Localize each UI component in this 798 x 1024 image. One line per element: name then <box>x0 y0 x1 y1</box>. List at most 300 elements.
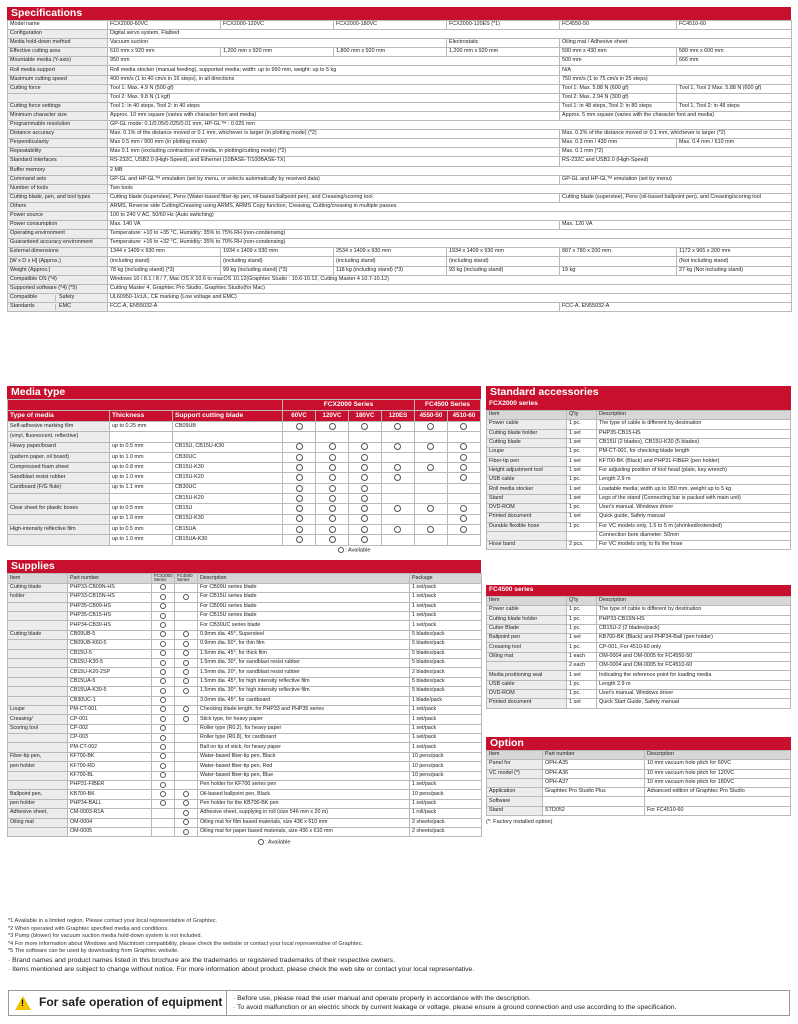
accessory-qty: 1 pc. <box>567 448 597 457</box>
availability-cell <box>283 422 316 432</box>
available-circle-icon <box>460 474 467 481</box>
supplies-item <box>8 640 68 649</box>
model-name-cell: FC4510-60 <box>677 21 792 30</box>
supplies-package: 1 set/pack <box>410 602 482 611</box>
accessory-item: Height adjustment tool <box>487 466 567 475</box>
available-circle-icon <box>160 641 166 647</box>
spec-value: RS-232C and USB2.0 (High-Speed) <box>560 157 792 166</box>
available-circle-icon <box>361 423 368 430</box>
availability-cell <box>381 494 414 504</box>
media-thickness: up to 0.5 mm <box>110 524 173 534</box>
availability-cell <box>175 649 198 658</box>
option-part-number: STD052 <box>543 806 645 815</box>
available-circle-icon <box>183 631 189 637</box>
availability-cell <box>349 442 382 452</box>
spec-model-row <box>8 21 792 30</box>
supplies-item: Oiling mat <box>8 818 68 827</box>
accessory-description: The type of cable is different by destination <box>597 606 791 615</box>
accessory-description: PHP35-CB15-HS <box>597 429 791 438</box>
supplies-package: 2 blades/pack <box>410 668 482 677</box>
supplies-item: Creasing/ <box>8 715 68 724</box>
available-circle-icon <box>427 526 434 533</box>
spec-value: 118 kg (including stand) (*3) <box>334 266 447 275</box>
option-col-header: Part number <box>543 751 645 760</box>
spec-value: 1,800 mm x 920 mm <box>334 48 447 57</box>
supplies-row <box>8 668 482 677</box>
availability-cell <box>283 535 316 545</box>
available-circle-icon <box>296 495 303 502</box>
spec-value: Approx. 5 mm square (varies with the character font and media) <box>560 111 792 120</box>
supplies-part-number: CB15U-K30-5 <box>68 658 152 667</box>
spec-label: Media hold-down method <box>8 39 108 48</box>
accessory-item: Power cable <box>487 420 567 429</box>
standards-value: UL60950-1/cUL, CE marking (Low voltage and EMC) <box>108 293 792 302</box>
spec-row <box>8 239 792 248</box>
media-thickness: up to 0.25 mm <box>110 422 173 432</box>
media-type: Compressed foam sheet <box>8 463 110 473</box>
accessory-row <box>487 689 791 698</box>
accessory-qty: 1 set <box>567 429 597 438</box>
accessory-item <box>487 531 567 540</box>
available-circle-icon <box>183 819 189 825</box>
spec-label: Command sets <box>8 175 108 184</box>
available-circle-icon <box>361 464 368 471</box>
spec-label: Standard interfaces <box>8 157 108 166</box>
available-circle-icon <box>160 660 166 666</box>
available-circle-icon <box>160 678 166 684</box>
supplies-description: Water-based fiber-tip pen, Black <box>198 752 410 761</box>
supplies-description: Roller type (R0.2), for heavy paper <box>198 724 410 733</box>
footnote: *3 Pump (blower) for vacuum suction media hold-down system is not included. <box>8 933 203 940</box>
accessory-item: USB cable <box>487 680 567 689</box>
supplies-row <box>8 696 482 705</box>
media-type: Cardboard (F/G flute) <box>8 483 110 493</box>
available-circle-icon <box>160 650 166 656</box>
available-circle-icon <box>361 495 368 502</box>
supplies-item <box>8 649 68 658</box>
supplies-package: 1 set/pack <box>410 611 482 620</box>
spec-value: Temperature: +16 to +32 °C, Humidity: 35% to 70% RH (non-condensing) <box>108 239 792 248</box>
availability-cell <box>349 494 382 504</box>
available-circle-icon <box>329 536 336 543</box>
accessory-description: Indicating the reference point for loading media <box>597 671 791 680</box>
accessory-qty: 1 pc. <box>567 522 597 531</box>
media-col-header: Support cutting blade <box>173 411 283 422</box>
accessory-row <box>487 429 791 438</box>
available-circle-icon <box>460 505 467 512</box>
available-circle-icon <box>296 515 303 522</box>
supplies-row <box>8 799 482 808</box>
availability-cell <box>152 677 175 686</box>
safety-title: For safe operation of equipment <box>39 995 223 1010</box>
supplies-part-number: PHP34-CB30-HS <box>68 621 152 630</box>
accessory-item: Creasing tool <box>487 643 567 652</box>
availability-cell <box>152 611 175 620</box>
option-item: Stand <box>487 806 543 815</box>
available-circle-icon <box>329 464 336 471</box>
supplies-package: 1 set/pack <box>410 621 482 630</box>
available-circle-icon <box>460 464 467 471</box>
supplies-package: 10 pens/pack <box>410 771 482 780</box>
supplies-part-number: CB30UC-1 <box>68 696 152 705</box>
spec-value: Tool 1, Tool 2 Max. 5.88 N (600 gf) <box>677 84 792 93</box>
availability-cell <box>152 734 175 743</box>
option-col-header: Item <box>487 751 543 760</box>
accessory-row <box>487 643 791 652</box>
spec-row <box>8 93 792 102</box>
media-blade: CB30UC <box>173 452 283 462</box>
supplies-package: 1 blade/pack <box>410 696 482 705</box>
supplies-package: 1 set/pack <box>410 734 482 743</box>
accessory-row <box>487 457 791 466</box>
availability-cell <box>447 432 480 442</box>
availability-cell <box>349 524 382 534</box>
spec-row <box>8 130 792 139</box>
availability-cell <box>447 514 480 524</box>
supplies-package: 10 pens/pack <box>410 752 482 761</box>
supplies-package: 1 set/pack <box>410 781 482 790</box>
spec-label: Cutting force settings <box>8 102 108 111</box>
available-circle-icon <box>394 423 401 430</box>
media-row <box>8 473 481 483</box>
availability-cell <box>381 452 414 462</box>
spec-value: 1,200 mm x 920 mm <box>221 48 334 57</box>
media-col-header: Thickness <box>110 411 173 422</box>
accessory-item: Cutting blade holder <box>487 615 567 624</box>
spec-row <box>8 57 792 66</box>
supplies-row <box>8 781 482 790</box>
media-row <box>8 432 481 442</box>
media-thickness: up to 1.0 mm <box>110 535 173 545</box>
media-thickness: up to 1.1 mm <box>110 483 173 493</box>
availability-cell <box>349 452 382 462</box>
spec-row <box>8 248 792 257</box>
supplies-package: 5 blades/pack <box>410 658 482 667</box>
spec-row <box>8 257 792 266</box>
spec-value: (Not including stand) <box>677 257 792 266</box>
accessory-qty: 1 set <box>567 671 597 680</box>
accessory-row <box>487 503 791 512</box>
media-thickness <box>110 494 173 504</box>
available-circle-icon <box>329 515 336 522</box>
supplies-item <box>8 658 68 667</box>
accessory-qty: 1 each <box>567 652 597 661</box>
media-blade: CB15U-K30 <box>173 514 283 524</box>
spec-value: Tool 1, Tool 2: in 48 steps <box>677 102 792 111</box>
availability-cell <box>381 504 414 514</box>
supplies-part-number: CB15UA-5 <box>68 677 152 686</box>
availability-cell <box>414 483 447 493</box>
supplies-row <box>8 715 482 724</box>
supplies-description: 1.5mm dia. 30°, for high intensity reflective film <box>198 687 410 696</box>
spec-row <box>8 202 792 211</box>
accessory-item: Media positioning seal <box>487 671 567 680</box>
available-circle-icon <box>427 464 434 471</box>
available-circle-icon <box>329 454 336 461</box>
supplies-heading: Supplies <box>7 560 481 573</box>
standards-value: FCC-A, EN55032-A <box>108 302 560 311</box>
availability-cell <box>152 790 175 799</box>
supplies-package: 2 sheets/pack <box>410 827 482 836</box>
spec-value: 400 mm/s (1 to 40 cm/s in 16 steps), in all directions <box>108 75 560 84</box>
option-table <box>486 750 791 825</box>
available-circle-icon <box>394 526 401 533</box>
spec-row <box>8 66 792 75</box>
available-circle-icon <box>183 800 189 806</box>
supplies-description: Water-based fiber-tip pen, Blue <box>198 771 410 780</box>
accessories-heading: Standard accessories <box>486 386 791 399</box>
available-circle-icon <box>183 669 189 675</box>
available-circle-icon <box>361 536 368 543</box>
availability-cell <box>349 463 382 473</box>
availability-cell <box>152 630 175 639</box>
availability-cell <box>175 799 198 808</box>
spec-value: Tool 2: Max. 9.8 N (1 kgf) <box>108 93 560 102</box>
availability-cell <box>447 442 480 452</box>
supplies-description: Pen holder for the KB700-BK pen <box>198 799 410 808</box>
available-circle-icon <box>160 603 166 609</box>
supplies-item: Loupe <box>8 705 68 714</box>
supplies-package: 5 blades/pack <box>410 630 482 639</box>
availability-cell <box>283 483 316 493</box>
accessory-row <box>487 634 791 643</box>
media-type: Self-adhesive marking film <box>8 422 110 432</box>
supplies-item <box>8 602 68 611</box>
accessory-qty: 1 pc. <box>567 615 597 624</box>
supplies-row <box>8 734 482 743</box>
spec-label: Minimum character size <box>8 111 108 120</box>
spec-row <box>8 84 792 93</box>
fcx2000-series-header: FCX2000 Series <box>283 400 415 411</box>
available-circle-icon <box>160 735 166 741</box>
media-col-header: Type of media <box>8 411 110 422</box>
available-circle-icon <box>160 772 166 778</box>
media-type: Clear sheet for plastic boxes <box>8 504 110 514</box>
available-circle-icon <box>160 613 166 619</box>
supplies-row <box>8 827 482 836</box>
spec-label: Others <box>8 202 108 211</box>
spec-value: Windows 10 / 8.1 / 8 / 7, Mac OS X 10.6 to macOS 10.12(Graphtec Studio : 10.6-10.12, Cutting Master 4 10.7-10.12) <box>108 275 792 284</box>
spec-value: Vacuum suction <box>108 39 447 48</box>
spec-value: Approx. 10 mm square (varies with character font and media) <box>108 111 560 120</box>
supplies-description: Pen holder for KF700 series pen <box>198 781 410 790</box>
accessory-row <box>487 615 791 624</box>
availability-cell <box>175 687 198 696</box>
available-circle-icon <box>427 423 434 430</box>
model-name-cell: FCX2000-120VC <box>221 21 334 30</box>
accessory-qty: 1 set <box>567 494 597 503</box>
spec-value: 500 mm <box>560 57 677 66</box>
accessory-description: PHP33-CB15N-HS <box>597 615 791 624</box>
spec-row <box>8 148 792 157</box>
available-circle-icon <box>460 515 467 522</box>
spec-row <box>8 48 792 57</box>
supplies-part-number: OM-0005 <box>68 827 152 836</box>
availability-cell <box>175 705 198 714</box>
availability-cell <box>175 743 198 752</box>
supplies-item <box>8 781 68 790</box>
media-type-table <box>7 399 481 553</box>
accessory-qty: 1 pc. <box>567 643 597 652</box>
available-circle-icon <box>183 716 189 722</box>
availability-cell <box>316 524 349 534</box>
availability-cell <box>414 422 447 432</box>
supplies-item: Ballpoint pen, <box>8 790 68 799</box>
supplies-part-number: KB700-BK <box>68 790 152 799</box>
option-col-header: Description <box>645 751 791 760</box>
standards-label: Standards <box>8 304 56 310</box>
supplies-part-number: KF700-BL <box>68 771 152 780</box>
accessory-item: Roll media stocker <box>487 485 567 494</box>
footnote: *2 When operated with Graphtec specified media and conditions. <box>8 925 169 932</box>
available-circle-icon <box>460 423 467 430</box>
media-row <box>8 422 481 432</box>
spec-value: Tool 1: Max. 4.9 N (500 gf) <box>108 84 560 93</box>
accessory-row <box>487 699 791 708</box>
supplies-item: Cutting blade <box>8 630 68 639</box>
media-thickness <box>110 432 173 442</box>
accessory-description: KF700-BK (Black) and PHP31-FIBER (pen holder) <box>597 457 791 466</box>
availability-cell <box>175 715 198 724</box>
supplies-item <box>8 827 68 836</box>
accessory-row <box>487 438 791 447</box>
accessory-description: For adjusting position of tool head (plate, key wrench) <box>597 466 791 475</box>
spec-label: Buffer memory <box>8 166 108 175</box>
availability-cell <box>414 504 447 514</box>
spec-value: Tool 1: in 48 steps, Tool 2: in 80 steps <box>560 102 677 111</box>
supplies-item <box>8 743 68 752</box>
option-description: Advanced edition of Graphtec Pro Studio <box>645 788 791 797</box>
availability-cell <box>447 473 480 483</box>
accessories-col-header: Description <box>597 597 791 606</box>
available-circle-icon <box>160 631 166 637</box>
spec-value: ARMS, Reverse side Cutting/Creasing using ARMS, ARMS Copy function, Creasing, Cutting/creasing in multiple passes <box>108 202 792 211</box>
availability-cell <box>283 524 316 534</box>
availability-cell <box>152 781 175 790</box>
option-part-number <box>543 797 645 806</box>
media-type: Sandblast resist rubber <box>8 473 110 483</box>
spec-value: 100 to 240 V AC, 50/60 Hz (Auto switching) <box>108 211 792 220</box>
availability-cell <box>175 734 198 743</box>
supplies-item: Fiber-tip pen, <box>8 752 68 761</box>
spec-value: GP-GL and HP-GL™ emulation (set by menu, or selects automatically by received data) <box>108 175 560 184</box>
available-circle-icon <box>160 800 166 806</box>
availability-cell <box>283 432 316 442</box>
spec-row <box>8 121 792 130</box>
supplies-item <box>8 771 68 780</box>
supplies-row <box>8 658 482 667</box>
availability-cell <box>414 452 447 462</box>
supplies-row <box>8 724 482 733</box>
supplies-part-number: CB15U-K20-2SP <box>68 668 152 677</box>
supplies-description: For CB15U series blade <box>198 593 410 602</box>
notice-bullet: · Items mentioned are subject to change without notice. For more information about product, please check the web site or contact your local representative. <box>8 965 475 973</box>
accessory-item: Fiber-tip pen <box>487 457 567 466</box>
accessory-description: Length 2.9 m <box>597 680 791 689</box>
media-type <box>8 514 110 524</box>
availability-cell <box>175 752 198 761</box>
available-circle-icon <box>460 454 467 461</box>
available-circle-icon <box>394 474 401 481</box>
supplies-item <box>8 677 68 686</box>
accessory-qty: 1 pc. <box>567 606 597 615</box>
available-circle-icon <box>361 454 368 461</box>
accessory-row <box>487 448 791 457</box>
availability-cell <box>381 524 414 534</box>
supplies-item <box>8 687 68 696</box>
available-circle-icon <box>361 485 368 492</box>
spec-label: Power consumption <box>8 221 108 230</box>
media-type: (vinyl, fluorescent, reflective) <box>8 432 110 442</box>
availability-cell <box>316 473 349 483</box>
option-description <box>645 797 791 806</box>
media-row <box>8 524 481 534</box>
available-circle-icon <box>361 505 368 512</box>
spec-label: Roll media support <box>8 66 108 75</box>
media-thickness: up to 1.0 mm <box>110 452 173 462</box>
spec-value: Max. 0.4 mm / 610 mm <box>677 139 792 148</box>
availability-cell <box>316 494 349 504</box>
spec-row <box>8 157 792 166</box>
accessory-qty <box>567 531 597 540</box>
supplies-row <box>8 593 482 602</box>
spec-label: Weight (Approx.) <box>8 266 108 275</box>
supplies-row <box>8 677 482 686</box>
accessory-description: KB700-BK (Black) and PHP34-Ball (pen holder) <box>597 634 791 643</box>
availability-cell <box>175 771 198 780</box>
supplies-description: For CB30UC series blade <box>198 621 410 630</box>
accessory-qty: 1 set <box>567 634 597 643</box>
available-circle-icon <box>160 791 166 797</box>
availability-cell <box>316 422 349 432</box>
spec-label: [W x D x H] (Approx.) <box>8 257 108 266</box>
accessory-row <box>487 466 791 475</box>
supplies-item <box>8 668 68 677</box>
available-circle-icon <box>394 464 401 471</box>
safety-line: · Before use, please read the user manual and operate properly in accordance with the description. <box>233 995 531 1002</box>
supplies-table <box>7 573 481 846</box>
availability-cell <box>152 771 175 780</box>
supplies-item <box>8 696 68 705</box>
supplies-description: 1.5mm dia. 20°, for sandblast resist rubber <box>198 668 410 677</box>
media-type: High-intensity reflective film <box>8 524 110 534</box>
supplies-row <box>8 771 482 780</box>
spec-row <box>8 230 792 239</box>
available-circle-icon <box>296 474 303 481</box>
availability-cell <box>175 593 198 602</box>
media-col-header: 4550-50 <box>414 411 447 422</box>
media-blade: CB15UA-K30 <box>173 535 283 545</box>
supplies-package: 5 blades/pack <box>410 640 482 649</box>
availability-cell <box>349 504 382 514</box>
model-name-cell: FC4550-50 <box>560 21 677 30</box>
accessory-row <box>487 541 791 550</box>
standards-value: FCC-A, EN55032-A <box>560 302 792 311</box>
spec-value: 1934 x 1409 x 930 mm <box>447 248 560 257</box>
availability-cell <box>447 463 480 473</box>
available-circle-icon <box>160 594 166 600</box>
accessories-col-header: Q'ty <box>567 411 597 420</box>
specifications-heading: Specifications <box>7 7 791 20</box>
availability-cell <box>283 452 316 462</box>
supplies-package: 10 pens/pack <box>410 790 482 799</box>
supplies-description: 0.9mm dia. 60°, for thin film <box>198 640 410 649</box>
availability-cell <box>316 504 349 514</box>
spec-row <box>8 139 792 148</box>
accessory-qty: 2 pcs. <box>567 541 597 550</box>
availability-cell <box>349 422 382 432</box>
supplies-package: 1 set/pack <box>410 705 482 714</box>
